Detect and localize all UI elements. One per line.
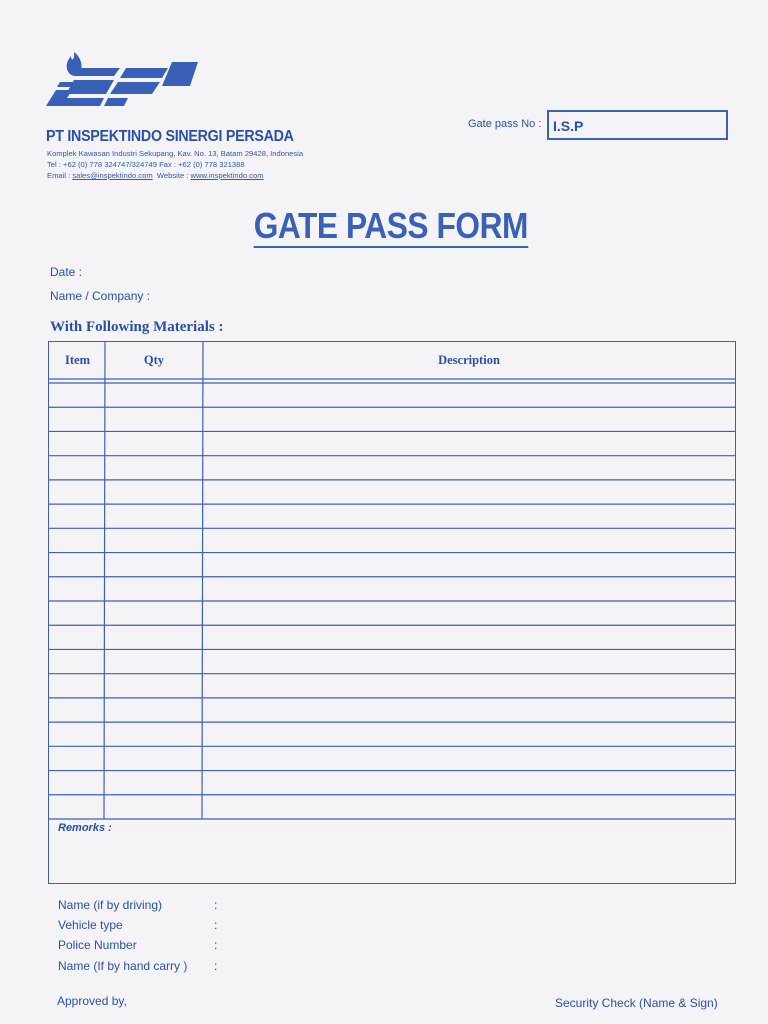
form-title-wrap <box>0 206 768 248</box>
date-label: Date : <box>50 265 83 279</box>
form-title: GATE PASS FORM <box>253 205 529 246</box>
email-label: Email : <box>47 171 71 180</box>
footer-field-hand-carry-name: Name (If by hand carry ) <box>58 959 188 973</box>
email-link[interactable]: sales@inspektindo.com <box>72 171 153 180</box>
footer-colon: : <box>214 918 218 932</box>
footer-colon: : <box>214 959 218 973</box>
footer-field-police-number: Police Number <box>58 938 137 952</box>
column-header-item: Item <box>65 353 90 367</box>
footer-colon: : <box>214 938 218 952</box>
website-label: Website : <box>156 171 189 180</box>
materials-table <box>48 341 736 884</box>
company-name: PT INSPEKTINDO SINERGI PERSADA <box>46 128 294 145</box>
gate-pass-number-label: Gate pass No : <box>468 118 542 130</box>
footer-field-vehicle-type: Vehicle type <box>58 918 123 932</box>
approved-by-label: Approved by, <box>57 994 127 1008</box>
column-header-description: Description <box>438 353 500 367</box>
company-logo <box>44 38 198 110</box>
company-contact: Tel : +62 (0) 778 324747/324749 Fax : +62 (0) 778 321388 <box>47 160 245 169</box>
footer-colon: : <box>214 898 218 912</box>
materials-heading: With Following Materials : <box>50 319 224 335</box>
security-check-label: Security Check (Name & Sign) <box>555 996 718 1010</box>
gate-pass-number-value: I.S.P <box>553 118 584 134</box>
name-company-label: Name / Company : <box>50 289 151 303</box>
remarks-label: Remorks : <box>58 822 112 834</box>
website-link[interactable]: www.inspektindo.com <box>190 171 264 180</box>
footer-field-driver-name: Name (if by driving) <box>58 898 163 912</box>
company-email-website <box>47 171 264 180</box>
company-address: Komplek Kawasan Industri Sekupang, Kav. No. 13, Batam 29428, Indonesia <box>47 149 304 158</box>
column-header-qty: Qty <box>143 353 165 367</box>
